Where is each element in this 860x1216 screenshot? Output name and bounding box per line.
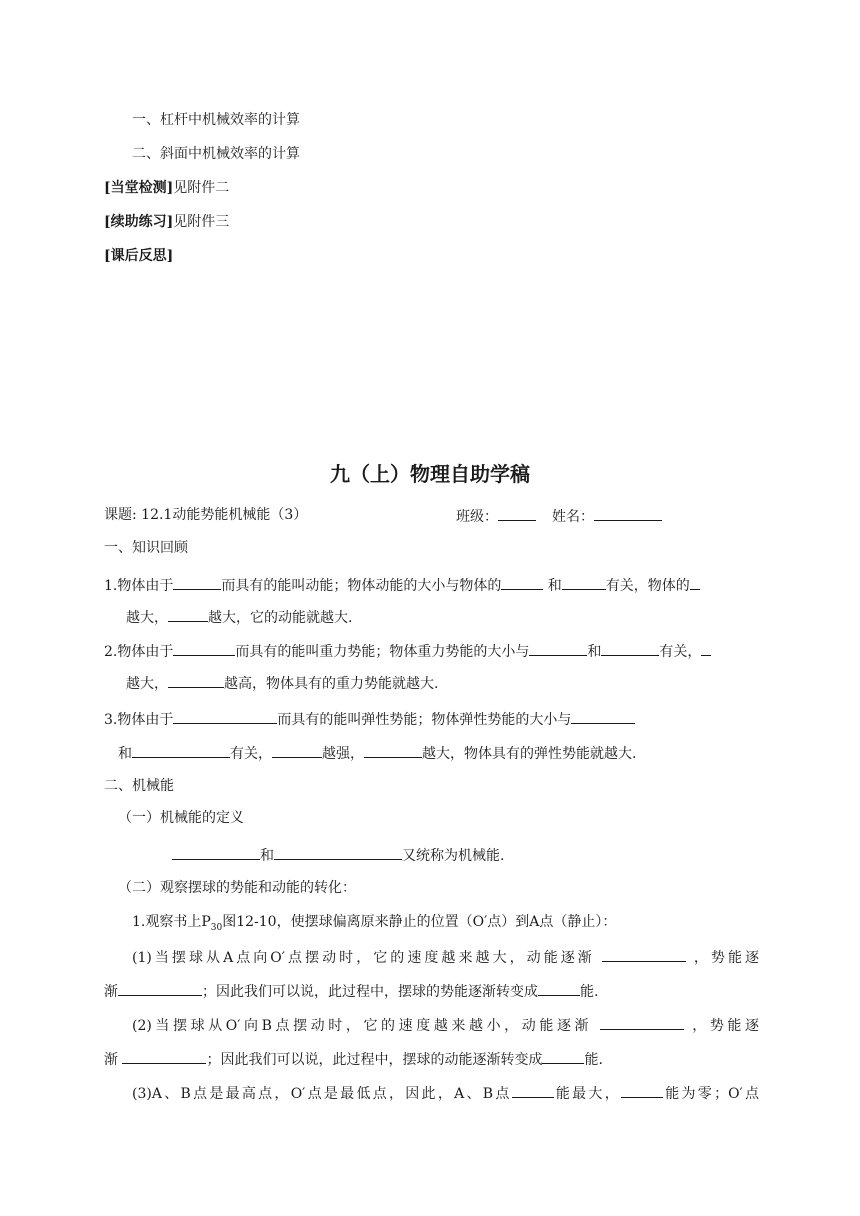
fill-blank[interactable] [690,574,700,590]
section-reflection [104,246,173,266]
fill-blank[interactable] [701,640,711,656]
question-2-line-2: 越大， 越高，物体具有的重力势能就越大. [126,672,438,694]
fill-blank[interactable] [122,1048,206,1064]
class-label: 班级： [456,509,498,525]
question-3-line-2: 和 有关， 越强， 越大，物体具有的弹性势能就越大. [118,742,636,764]
fill-blank[interactable] [168,672,224,688]
fill-blank[interactable] [621,1082,663,1098]
fill-blank[interactable] [173,574,221,590]
class-blank[interactable] [498,505,536,521]
fill-blank[interactable] [562,574,606,590]
fill-blank[interactable] [118,980,202,996]
fill-blank[interactable] [172,844,260,860]
fill-blank[interactable] [364,742,422,758]
question-1-line-2: 越大， 越大，它的动能就越大. [126,606,352,628]
question-2-line-1: 2.物体由于 而具有的能叫重力势能；物体重力势能的大小与 和 有关， [104,640,711,662]
fill-blank[interactable] [274,844,402,860]
part1-heading: 一、知识回顾 [104,540,188,556]
fill-blank[interactable] [512,1082,554,1098]
section-text: 见附件三 [173,214,230,230]
question-1-line-1: 1.物体由于 而具有的能叫动能；物体动能的大小与物体的 和 有关，物体的 [104,574,700,596]
list-item-lever-efficiency: 一、杠杆中机械效率的计算 [132,112,300,128]
fill-blank[interactable] [132,742,230,758]
question-3-line-1: 3.物体由于 而具有的能叫弹性势能；物体弹性势能的大小与 [104,708,635,730]
fill-blank[interactable] [272,742,322,758]
fill-blank[interactable] [173,640,235,656]
pendulum-2-line-1: (2)当摆球从O′向B点摆动时，它的速度越来越小，动能逐渐 ，势能逐 [132,1014,759,1036]
fill-blank[interactable] [602,946,686,962]
pendulum-3-line-1: (3)A、B点是最高点，O′点是最低点，因此，A、B点 能最大， 能为零；O′点 [132,1082,759,1104]
section-label: [课后反思] [104,248,174,264]
name-label: 姓名： [552,509,594,525]
section-text: 见附件二 [173,180,230,196]
fill-blank[interactable] [529,640,587,656]
page-title: 九（上）物理自助学稿 [330,462,530,486]
pendulum-2-line-2: 渐 ；因此我们可以说，此过程中，摆球的动能逐渐转变成 能. [104,1048,603,1070]
list-item-incline-efficiency: 二、斜面中机械效率的计算 [132,146,300,162]
fill-blank[interactable] [601,640,659,656]
part2-heading: 二、机械能 [104,778,174,794]
pendulum-1-line-2: 渐 ；因此我们可以说，此过程中，摆球的势能逐渐转变成 能. [104,980,598,1002]
observation-instruction: 1.观察书上$P_{30}$图12-10，使摆球偏离原来静止的位置（O′点）到A点（静止）： [132,914,617,933]
fill-blank[interactable] [501,574,543,590]
subsection-observation: （二）观察摆球的势能和动能的转化： [118,880,356,896]
topic-line: 课题: 12.1动能势能机械能（3） [104,507,308,523]
section-followup-practice [104,212,229,232]
section-in-class-test [104,178,229,198]
fill-blank[interactable] [538,980,580,996]
fill-blank[interactable] [173,708,277,724]
definition-line: 和 又统称为机械能. [172,844,504,866]
name-field [552,505,662,527]
name-blank[interactable] [594,505,662,521]
section-label: [续助练习] [104,214,174,230]
fill-blank[interactable] [168,606,208,622]
class-field [456,505,536,527]
fill-blank[interactable] [600,1014,684,1030]
subsection-definition: （一）机械能的定义 [118,810,244,826]
fill-blank[interactable] [571,708,635,724]
section-label: [当堂检测] [104,180,174,196]
pendulum-1-line-1: (1)当摆球从A点向O′点摆动时，它的速度越来越大，动能逐渐 ，势能逐 [132,946,759,968]
fill-blank[interactable] [542,1048,584,1064]
